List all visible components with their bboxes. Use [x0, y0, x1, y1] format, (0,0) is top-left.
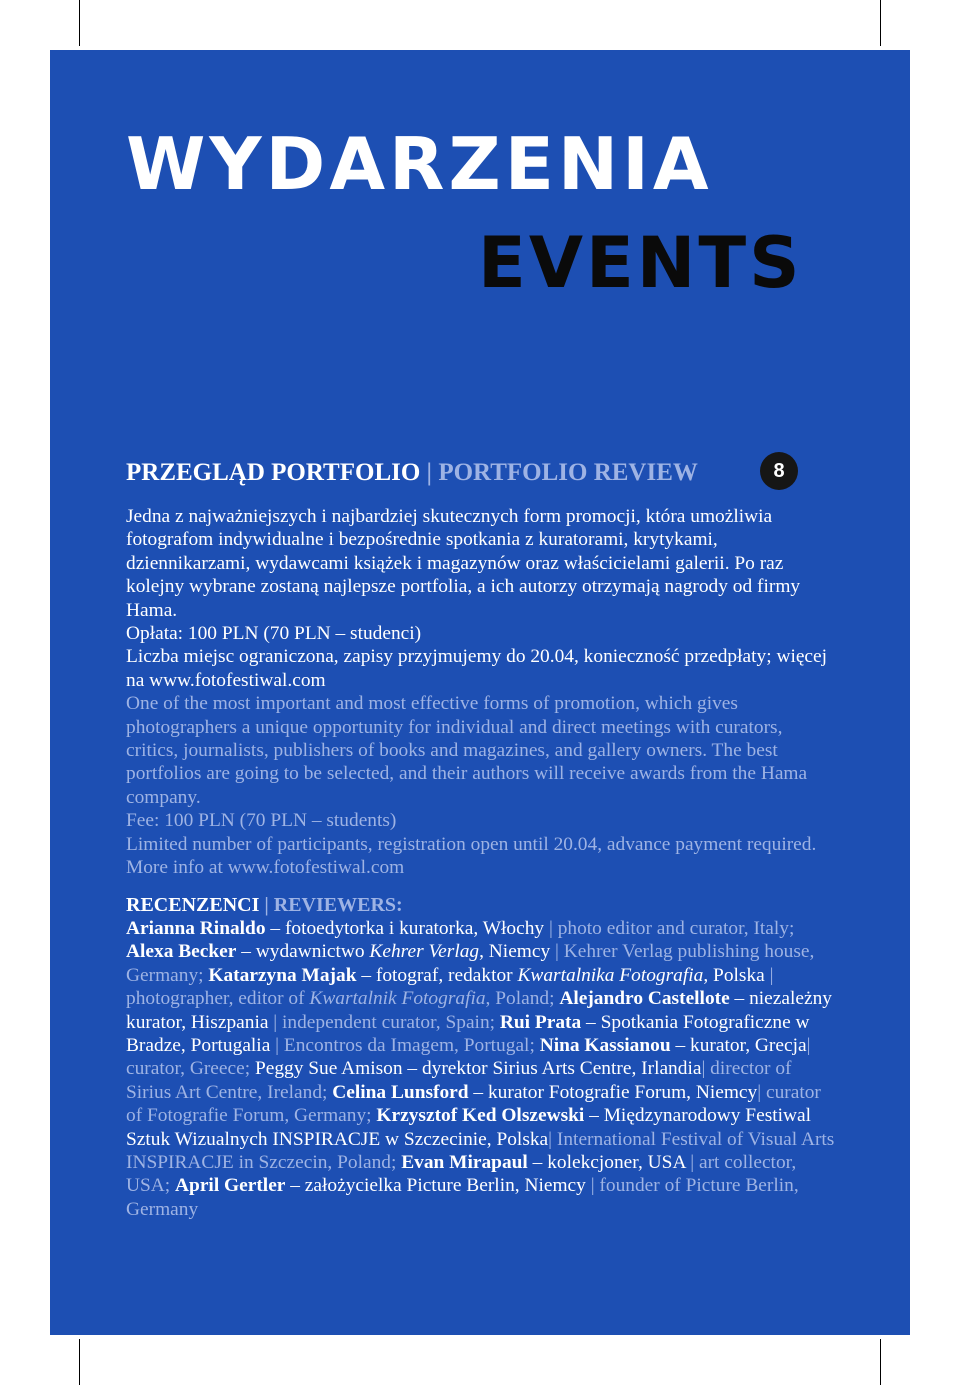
description-block [126, 505, 838, 880]
reviewer-role-pl-post: , Polska [703, 964, 765, 986]
reviewer-role-en-post: , Poland; [485, 988, 560, 1010]
reviewer-role-en: | Encontros da Imagem, Portugal; [270, 1035, 540, 1057]
page-title-en: EVENTS [478, 222, 803, 304]
reviewer-role-pl-italic: Kwartalnika Fotografia [517, 964, 704, 986]
reviewer-role-pl: – kurator, Grecja [670, 1035, 807, 1057]
reviewers-list [126, 917, 838, 1221]
reviewer-role-pl: – Międzynarodowy Festiwal Sztuk Wizualnych INSPIRACJE w Szczecinie, Polska [126, 1105, 812, 1150]
reviewer-role-pl: – fotoedytorka i kuratorka, Włochy [265, 918, 545, 939]
reviewer-name: Rui Prata [499, 1011, 582, 1033]
reviewer-name: Peggy Sue Amison [254, 1058, 403, 1080]
fee-pl: Opłata: 100 PLN (70 PLN – studenci) [126, 623, 422, 645]
reviewer-role-pl: – kurator Fotografie Forum, Niemcy [468, 1081, 758, 1103]
reviewer-role-pl: – Spotkania Fotograficzne w Bradze, Portugalia [126, 1011, 810, 1057]
reviewer-role-en: | director of Sirius Art Centre, Ireland; [126, 1058, 792, 1103]
crop-mark-top-right [880, 0, 881, 46]
description-pl: Jedna z najważniejszych i najbardziej skutecznych form promocji, która umożliwia fotografom indywidualne i bezpośrednie spotkania z kuratorami, krytykami, dziennikarzami, wydawcami książek i magazynów oraz właścicielami galerii. Po raz kolejny wybrane zostaną najlepsze portfolia, a ich autorzy otrzymają nagrody od firmy Hama. [126, 506, 801, 621]
reviewer-role-en: | curator, Greece; [126, 1035, 811, 1080]
reviewer-role-en: | independent curator, Spain; [268, 1011, 500, 1033]
reviewer-entry [126, 1175, 799, 1219]
page-number-badge: 8 [760, 452, 798, 490]
reviewer-role-pl-post: , Niemcy [479, 941, 551, 963]
reviewer-name: Arianna Rinaldo [126, 918, 266, 939]
reviewer-name: April Gertler [175, 1175, 286, 1197]
reviewer-role-pl: – fotograf, redaktor [356, 964, 518, 986]
reviewers-heading [126, 893, 403, 917]
reviewer-role-en: | International Festival of Visual Arts INSPIRACJE in Szczecin, Poland; [126, 1128, 835, 1174]
reviewer-name: Katarzyna Majak [208, 964, 357, 986]
reviewer-name: Alexa Becker [126, 941, 237, 963]
reviewer-role-pl: – niezależny kurator, Hiszpania [126, 988, 832, 1033]
reviewer-role-en: | photographer, editor of [126, 964, 774, 1010]
reviewer-role-en: | Kehrer Verlag publishing house, Germany; [126, 941, 815, 986]
reviewer-role-en: | photo editor and curator, Italy; [544, 918, 795, 939]
reviewer-role-pl: – założycielka Picture Berlin, Niemcy [285, 1175, 586, 1197]
section-heading [126, 458, 698, 488]
reviewer-entry [126, 918, 794, 939]
fee-en: Fee: 100 PLN (70 PLN – students) [126, 810, 397, 832]
reviewer-role-en: | art collector, USA; [126, 1152, 797, 1197]
page-title-pl: WYDARZENIA [126, 122, 713, 206]
reviewer-role-pl: – dyrektor Sirius Arts Centre, Irlandia [402, 1058, 702, 1080]
section-separator: | [420, 459, 439, 486]
reviewer-role-en: | founder of Picture Berlin, Germany [126, 1175, 799, 1220]
reviewer-role-en: | curator of Fotografie Forum, Germany; [126, 1081, 821, 1127]
reviewer-name: Evan Mirapaul [401, 1152, 528, 1174]
section-title-en: PORTFOLIO REVIEW [438, 459, 698, 486]
crop-mark-bottom-right [880, 1339, 881, 1385]
reviewer-role-pl: – wydawnictwo [236, 941, 370, 963]
reviewer-role-pl-italic: Kehrer Verlag [369, 941, 480, 963]
description-en: One of the most important and most effective forms of promotion, which gives photographers a unique opportunity for individual and direct meetings with curators, critics, journalists, publishers of books and magazines, and gallery owners. The best portfolios are going to be selected, and their authors will receive awards from the Hama company. [126, 693, 808, 808]
reviewer-role-en-italic: Kwartalnik Fotografia [309, 988, 486, 1010]
reviewer-name: Nina Kassianou [539, 1035, 671, 1057]
reviewer-name: Alejandro Castellote [559, 988, 730, 1010]
crop-mark-bottom-left [79, 1339, 80, 1385]
section-title-pl: PRZEGLĄD PORTFOLIO [126, 459, 421, 486]
reviewers-heading-separator: | [259, 894, 274, 916]
crop-mark-top-left [79, 0, 80, 46]
registration-pl: Liczba miejsc ograniczona, zapisy przyjmujemy do 20.04, konieczność przedpłaty; więcej na www.fotofestiwal.com [126, 646, 828, 691]
reviewer-role-pl: – kolekcjoner, USA [527, 1152, 686, 1174]
reviewers-heading-en: REVIEWERS: [273, 894, 403, 916]
reviewer-name: Krzysztof Ked Olszewski [376, 1105, 585, 1127]
reviewers-heading-pl: RECENZENCI [126, 894, 260, 916]
registration-en: Limited number of participants, registration open until 20.04, advance payment required. More info at www.fotofestiwal.com [126, 833, 817, 879]
reviewer-name: Celina Lunsford [332, 1081, 469, 1103]
